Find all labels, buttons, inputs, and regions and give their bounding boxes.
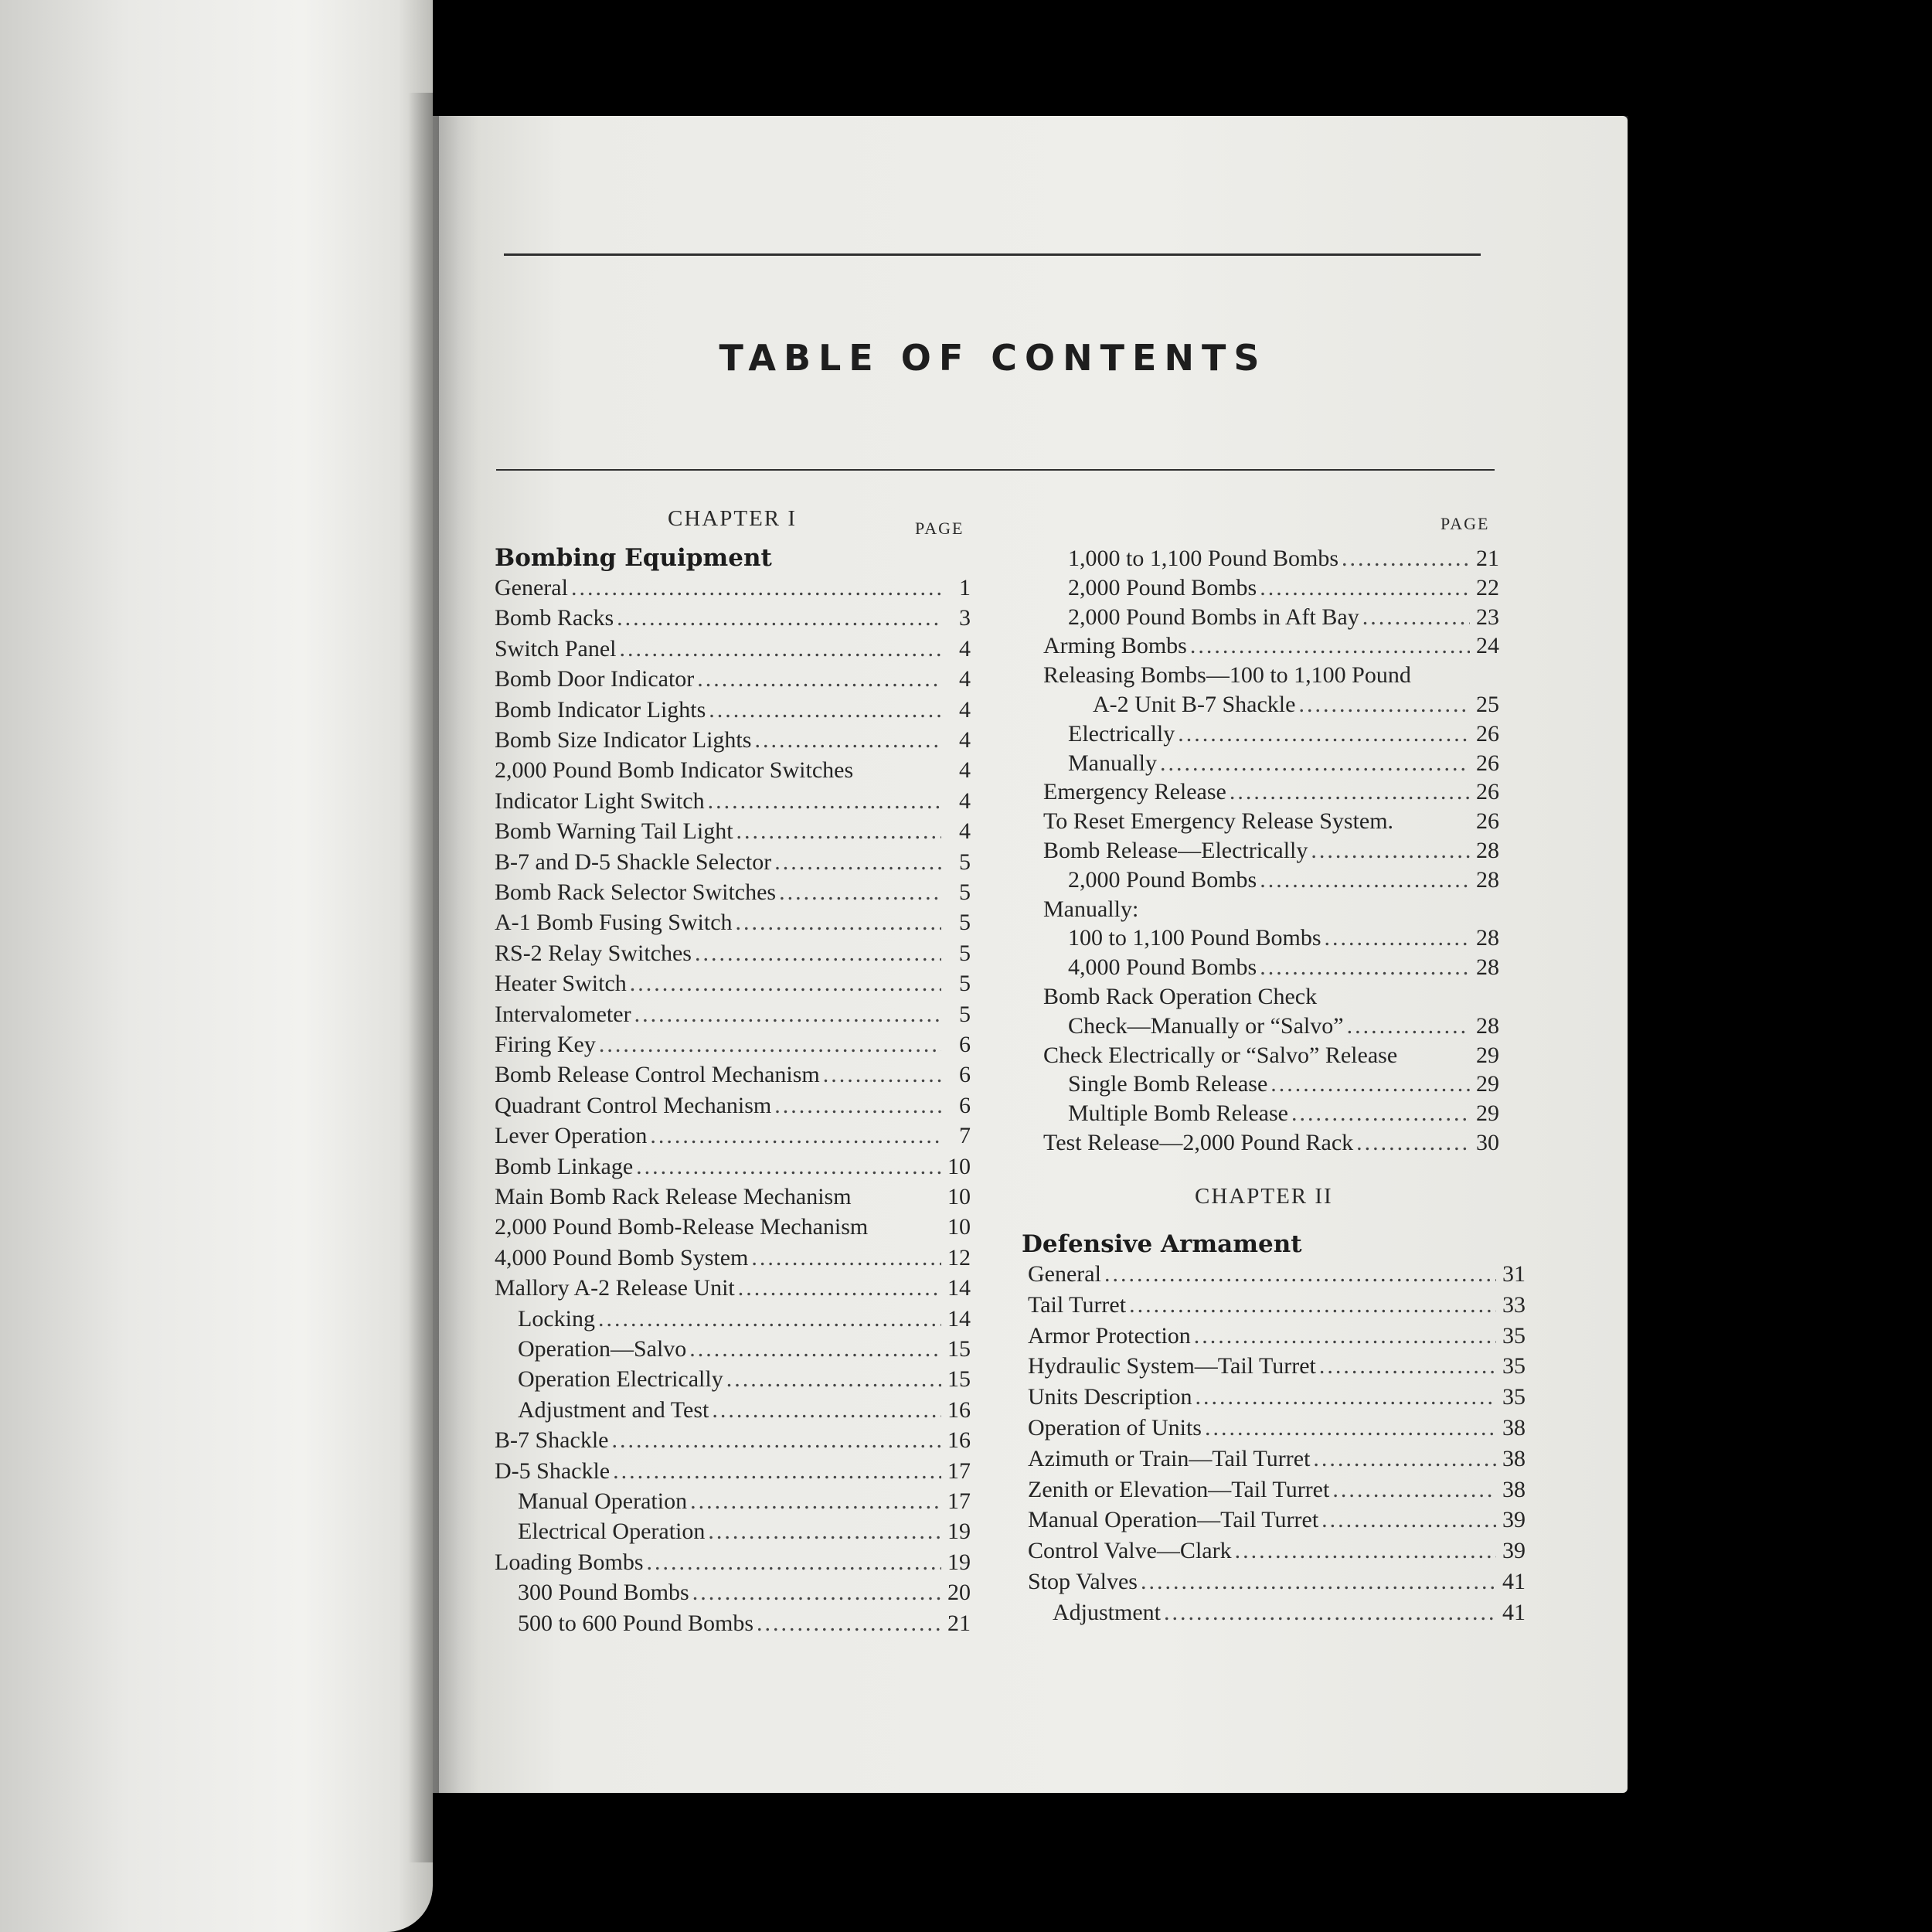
section-defensive-armament: Defensive Armament (1022, 1230, 1302, 1258)
toc-leader-dots (708, 788, 941, 815)
toc-leader-dots (1235, 1538, 1496, 1564)
toc-entry (518, 1580, 971, 1609)
toc-entry-label: Electrically (1068, 720, 1175, 747)
toc-entry-page: 35 (1502, 1384, 1526, 1410)
toc-leader-dots (1270, 1071, 1470, 1097)
toc-entry-label: Azimuth or Train—Tail Turret (1028, 1445, 1311, 1471)
toc-leader-dots (757, 1611, 941, 1637)
toc-entry (1068, 721, 1499, 750)
toc-entry (518, 1397, 971, 1427)
toc-entry (518, 1611, 971, 1640)
toc-entry (1093, 692, 1499, 721)
chapter-1-heading: CHAPTER I (668, 506, 798, 531)
toc-leader-dots (1319, 1353, 1496, 1379)
toc-entry-label: Releasing Bombs—100 to 1,100 Pound (1043, 662, 1411, 689)
toc-entry (495, 818, 971, 848)
toc-entry-label: Armor Protection (1028, 1322, 1191, 1349)
toc-entry-label: Loading Bombs (495, 1549, 644, 1575)
toc-entry-label: Lever Operation (495, 1123, 648, 1149)
toc-entry-label: 2,000 Pound Bombs (1068, 574, 1257, 600)
toc-entry-page: 35 (1502, 1353, 1526, 1379)
toc-entry-label: Bomb Rack Selector Switches (495, 879, 777, 905)
toc-entry (1028, 1569, 1526, 1598)
toc-entry-page: 6 (959, 1032, 971, 1057)
toc-leader-dots (1332, 1477, 1496, 1503)
toc-entry (518, 1336, 971, 1366)
toc-entry (495, 636, 971, 665)
toc-entry (1043, 1130, 1499, 1159)
toc-entry (1028, 1292, 1526, 1321)
toc-entry-label: A-2 Unit B-7 Shackle (1093, 692, 1296, 717)
toc-entry (1068, 1071, 1499, 1100)
toc-entry-label: Intervalometer (495, 1001, 631, 1027)
toc-entry (495, 1214, 971, 1243)
toc-entry-label: Hydraulic System—Tail Turret (1028, 1353, 1316, 1379)
toc-entry (1028, 1446, 1526, 1475)
toc-entry-page: 12 (947, 1244, 971, 1270)
toc-entry (495, 1062, 971, 1091)
toc-entry (495, 971, 971, 1000)
toc-entry-label: Switch Panel (495, 635, 617, 662)
toc-entry-page: 15 (947, 1366, 971, 1393)
toc-leader-dots (1260, 575, 1470, 601)
toc-leader-dots (636, 1154, 941, 1180)
toc-entry-page: 7 (959, 1123, 971, 1149)
toc-entry-page: 41 (1502, 1569, 1526, 1594)
toc-leader-dots (736, 818, 941, 845)
toc-entry (518, 1366, 971, 1396)
toc-entry-page: 38 (1502, 1476, 1526, 1502)
toc-leader-dots (647, 1549, 942, 1576)
toc-entry (495, 1032, 971, 1061)
toc-entry-page: 35 (1502, 1322, 1526, 1349)
toc-entry-label: 1,000 to 1,100 Pound Bombs (1068, 546, 1339, 571)
toc-entry-label: Heater Switch (495, 971, 627, 997)
toc-leader-dots (1260, 954, 1470, 981)
toc-leader-dots (617, 605, 941, 631)
toc-entry-page: 5 (959, 879, 971, 905)
toc-entry-label: Bomb Linkage (495, 1153, 634, 1179)
toc-entry (1068, 546, 1499, 575)
toc-entry-label: 2,000 Pound Bomb-Release Mechanism (495, 1214, 869, 1240)
toc-entry (518, 1519, 971, 1548)
toc-entry-label: Operation of Units (1028, 1415, 1202, 1440)
toc-entry-page: 4 (959, 727, 971, 753)
toc-entry-label: Adjustment and Test (518, 1396, 709, 1423)
toc-entry (495, 727, 971, 757)
toc-entry-page: 5 (959, 910, 971, 936)
toc-entry (495, 697, 971, 726)
left-page-shadow (408, 93, 439, 1862)
toc-entry-page: 23 (1476, 604, 1499, 630)
toc-leader-dots (697, 666, 941, 692)
toc-entry-label: 4,000 Pound Bombs (1068, 954, 1257, 981)
toc-entry (495, 940, 971, 970)
toc-entry (495, 1123, 971, 1152)
toc-entry-label: B-7 Shackle (495, 1427, 609, 1454)
toc-entry (1028, 1477, 1526, 1506)
toc-entry-label: B-7 and D-5 Shackle Selector (495, 849, 772, 875)
toc-entry-page: 22 (1476, 574, 1499, 600)
toc-entry (1068, 925, 1499, 954)
toc-entry-page: 33 (1502, 1291, 1526, 1318)
toc-entry (495, 575, 971, 604)
toc-entry-label: Arming Bombs (1043, 633, 1187, 659)
toc-entry-label: 100 to 1,100 Pound Bombs (1068, 925, 1321, 951)
toc-entry-page: 5 (959, 940, 971, 966)
toc-leader-dots (598, 1306, 941, 1332)
toc-entry-page: 29 (1476, 1071, 1499, 1097)
toc-entry-page: 14 (947, 1305, 971, 1332)
toc-entry (1028, 1538, 1526, 1567)
toc-entry (1043, 808, 1499, 838)
toc-entry (495, 1275, 971, 1304)
chapter-2-heading: CHAPTER II (1195, 1184, 1333, 1209)
toc-leader-dots (1325, 925, 1470, 951)
toc-entry-label: Adjustment (1053, 1599, 1161, 1625)
toc-entry-page: 38 (1502, 1415, 1526, 1440)
toc-entry (1053, 1600, 1526, 1629)
toc-entry-page: 28 (1476, 954, 1499, 981)
toc-entry-page: 28 (1476, 838, 1499, 863)
toc-entry-label: General (495, 575, 568, 600)
toc-entry (495, 1093, 971, 1122)
toc-entry-label: Bomb Door Indicator (495, 666, 695, 692)
toc-entry-page: 17 (947, 1488, 971, 1514)
toc-entry-label: Bomb Racks (495, 605, 614, 631)
toc-entry (1068, 1013, 1499, 1043)
toc-entry-page: 28 (1476, 1012, 1499, 1039)
toc-entry-page: 3 (959, 605, 971, 631)
toc-entry-label: To Reset Emergency Release System. (1043, 808, 1394, 835)
toc-entry-label: Bomb Warning Tail Light (495, 818, 733, 845)
toc-entry-page: 19 (947, 1519, 971, 1545)
toc-entry-label: 2,000 Pound Bombs in Aft Bay (1068, 604, 1359, 630)
toc-entry-label: Firing Key (495, 1032, 596, 1057)
toc-leader-dots (1129, 1292, 1496, 1318)
toc-leader-dots (571, 575, 941, 601)
toc-entry (495, 1427, 971, 1457)
toc-leader-dots (620, 636, 942, 662)
toc-entry-label: D-5 Shackle (495, 1458, 611, 1484)
toc-entry-label: Check—Manually or “Salvo” (1068, 1012, 1344, 1039)
toc-leader-dots (1347, 1013, 1470, 1039)
toc-entry (1043, 984, 1499, 1013)
toc-entry-page: 30 (1476, 1130, 1499, 1155)
toc-entry-page: 26 (1476, 720, 1499, 747)
toc-leader-dots (823, 1062, 941, 1088)
toc-leader-dots (1178, 721, 1470, 747)
toc-entry (1068, 954, 1499, 984)
toc-leader-dots (754, 727, 941, 753)
toc-leader-dots (650, 1123, 941, 1149)
toc-leader-dots (1313, 1446, 1496, 1472)
toc-entry-label: Stop Valves (1028, 1569, 1138, 1594)
toc-leader-dots (709, 697, 941, 723)
toc-leader-dots (774, 1093, 941, 1119)
toc-entry (1043, 896, 1499, 926)
toc-entry-label: Single Bomb Release (1068, 1071, 1268, 1097)
toc-leader-dots (1141, 1569, 1496, 1595)
toc-leader-dots (779, 879, 941, 906)
toc-leader-dots (634, 1002, 941, 1028)
toc-entry (1028, 1384, 1526, 1413)
toc-entry (495, 1245, 971, 1274)
toc-entry-label: Main Bomb Rack Release Mechanism (495, 1184, 852, 1209)
toc-entry (495, 910, 971, 939)
toc-leader-dots (774, 849, 941, 876)
toc-entry-label: 2,000 Pound Bombs (1068, 866, 1257, 893)
toc-entry-label: Mallory A-2 Release Unit (495, 1275, 735, 1301)
toc-entry (1043, 633, 1499, 662)
toc-entry-label: 500 to 600 Pound Bombs (518, 1610, 754, 1636)
toc-entry (495, 666, 971, 696)
toc-leader-dots (708, 1519, 941, 1545)
page-title: TABLE OF CONTENTS (719, 337, 1267, 379)
toc-entry (1068, 867, 1499, 896)
toc-leader-dots (1205, 1415, 1496, 1441)
toc-entry-page: 17 (947, 1458, 971, 1484)
toc-entry (495, 1154, 971, 1183)
toc-entry-page: 1 (959, 575, 971, 600)
toc-entry-label: Tail Turret (1028, 1291, 1127, 1318)
left-page (0, 0, 433, 1932)
toc-leader-dots (1164, 1600, 1496, 1626)
toc-leader-dots (695, 940, 941, 967)
toc-leader-dots (1194, 1323, 1496, 1349)
toc-entry-label: Quadrant Control Mechanism (495, 1092, 772, 1118)
toc-entry (1068, 575, 1499, 604)
toc-entry-page: 24 (1476, 633, 1499, 659)
toc-leader-dots (689, 1336, 941, 1362)
toc-entry-page: 26 (1476, 808, 1499, 835)
toc-leader-dots (1230, 779, 1470, 805)
toc-leader-dots (613, 1458, 941, 1485)
toc-entry-label: Manual Operation—Tail Turret (1028, 1507, 1319, 1533)
toc-entry (1068, 750, 1499, 780)
toc-entry-label: Manually: (1043, 896, 1139, 922)
toc-entry (495, 879, 971, 909)
toc-entry-page: 16 (947, 1427, 971, 1454)
toc-entry-page: 26 (1476, 750, 1499, 776)
toc-entry-page: 19 (947, 1549, 971, 1575)
toc-entry (518, 1306, 971, 1335)
toc-entry (1068, 604, 1499, 634)
page-column-label-left: PAGE (915, 519, 964, 538)
toc-entry-page: 21 (1476, 546, 1499, 571)
toc-entry (495, 1549, 971, 1579)
toc-entry-page: 5 (959, 849, 971, 875)
toc-entry (1028, 1261, 1526, 1291)
toc-entry-page: 26 (1476, 779, 1499, 805)
toc-entry (518, 1488, 971, 1518)
toc-entry-label: 2,000 Pound Bomb Indicator Switches (495, 757, 854, 784)
toc-entry-page: 4 (959, 787, 971, 814)
toc-entry (495, 1184, 971, 1213)
section-bombing-equipment: Bombing Equipment (495, 544, 772, 572)
toc-entry-label: Emergency Release (1043, 779, 1226, 805)
toc-entry-page: 6 (959, 1062, 971, 1088)
toc-leader-dots (630, 971, 941, 997)
toc-leader-dots (690, 1488, 941, 1515)
toc-entry-label: Bomb Size Indicator Lights (495, 727, 752, 753)
toc-entry-page: 39 (1502, 1538, 1526, 1564)
toc-leader-dots (1356, 1130, 1470, 1156)
toc-entry-page: 6 (959, 1092, 971, 1118)
toc-entry-page: 25 (1476, 692, 1499, 717)
toc-entry (1043, 779, 1499, 808)
toc-entry-page: 39 (1502, 1507, 1526, 1533)
toc-entry-page: 41 (1502, 1599, 1526, 1625)
toc-leader-dots (611, 1427, 941, 1454)
toc-leader-dots (1362, 604, 1470, 631)
toc-leader-dots (1160, 750, 1470, 777)
toc-entry-label: Manually (1068, 750, 1157, 776)
toc-entry (495, 1458, 971, 1488)
toc-entry (495, 1002, 971, 1031)
toc-entry-label: RS-2 Relay Switches (495, 940, 692, 966)
toc-entry-label: Test Release—2,000 Pound Rack (1043, 1130, 1354, 1155)
toc-entry-page: 38 (1502, 1445, 1526, 1471)
toc-entry (1028, 1415, 1526, 1444)
toc-entry-label: Bomb Release Control Mechanism (495, 1062, 820, 1088)
toc-entry-label: Electrical Operation (518, 1519, 706, 1545)
top-rule (504, 253, 1481, 256)
toc-entry-page: 4 (959, 635, 971, 662)
toc-entry-label: Indicator Light Switch (495, 787, 705, 814)
toc-entry (495, 849, 971, 879)
toc-entry (1043, 1043, 1499, 1072)
toc-leader-dots (726, 1366, 941, 1393)
toc-leader-dots (692, 1580, 941, 1606)
toc-entry (495, 605, 971, 634)
toc-entry-page: 20 (947, 1580, 971, 1606)
toc-entry-page: 29 (1476, 1100, 1499, 1127)
toc-entry-page: 31 (1502, 1261, 1526, 1287)
toc-entry-label: Manual Operation (518, 1488, 688, 1514)
toc-entry-label: Units Description (1028, 1384, 1192, 1410)
toc-entry (1028, 1353, 1526, 1383)
toc-entry-page: 28 (1476, 866, 1499, 893)
toc-leader-dots (751, 1245, 941, 1271)
toc-entry (495, 757, 971, 787)
toc-leader-dots (1104, 1261, 1496, 1287)
toc-leader-dots (1342, 546, 1470, 572)
toc-leader-dots (1311, 838, 1470, 864)
toc-entry (1028, 1507, 1526, 1536)
toc-entry-label: 300 Pound Bombs (518, 1580, 689, 1606)
toc-entry-label: Operation—Salvo (518, 1336, 687, 1362)
toc-leader-dots (1195, 1384, 1496, 1410)
toc-entry-page: 5 (959, 971, 971, 997)
toc-entry-page: 15 (947, 1336, 971, 1362)
toc-leader-dots (1298, 692, 1470, 718)
toc-entry-label: Locking (518, 1305, 595, 1332)
toc-entry-page: 10 (947, 1214, 971, 1240)
toc-entry-label: Multiple Bomb Release (1068, 1100, 1288, 1127)
toc-leader-dots (1260, 867, 1470, 893)
toc-entry-page: 4 (959, 696, 971, 723)
toc-entry-label: Bomb Release—Electrically (1043, 838, 1308, 863)
toc-entry-page: 14 (947, 1275, 971, 1301)
toc-entry-page: 29 (1476, 1042, 1499, 1068)
toc-entry-label: General (1028, 1261, 1101, 1287)
toc-entry-label: Operation Electrically (518, 1366, 723, 1393)
toc-leader-dots (1291, 1100, 1470, 1127)
toc-entry-label: A-1 Bomb Fusing Switch (495, 910, 733, 936)
toc-entry-label: Bomb Indicator Lights (495, 696, 706, 723)
toc-entry-label: Control Valve—Clark (1028, 1538, 1232, 1564)
toc-entry (1043, 838, 1499, 867)
toc-entry-page: 4 (959, 666, 971, 692)
toc-entry-page: 10 (947, 1153, 971, 1179)
toc-entry-page: 4 (959, 757, 971, 784)
toc-leader-dots (736, 910, 941, 936)
toc-leader-dots (599, 1032, 941, 1058)
toc-entry-page: 4 (959, 818, 971, 845)
toc-entry (495, 788, 971, 818)
toc-leader-dots (1321, 1507, 1496, 1533)
toc-entry (1028, 1323, 1526, 1352)
title-rule (496, 469, 1495, 471)
toc-entry (1043, 662, 1499, 692)
toc-entry-page: 10 (947, 1184, 971, 1209)
toc-leader-dots (738, 1275, 941, 1301)
toc-entry-label: Zenith or Elevation—Tail Turret (1028, 1476, 1330, 1502)
toc-leader-dots (1190, 633, 1470, 659)
toc-entry-label: Check Electrically or “Salvo” Release (1043, 1042, 1398, 1068)
toc-entry-page: 16 (947, 1396, 971, 1423)
toc-entry-label: Bomb Rack Operation Check (1043, 984, 1318, 1009)
toc-entry-label: 4,000 Pound Bomb System (495, 1244, 749, 1270)
toc-leader-dots (712, 1397, 941, 1423)
toc-entry-page: 5 (959, 1001, 971, 1027)
toc-entry (1068, 1100, 1499, 1130)
page-column-label-right: PAGE (1440, 514, 1490, 533)
toc-entry-page: 28 (1476, 925, 1499, 951)
toc-entry-page: 21 (947, 1610, 971, 1636)
